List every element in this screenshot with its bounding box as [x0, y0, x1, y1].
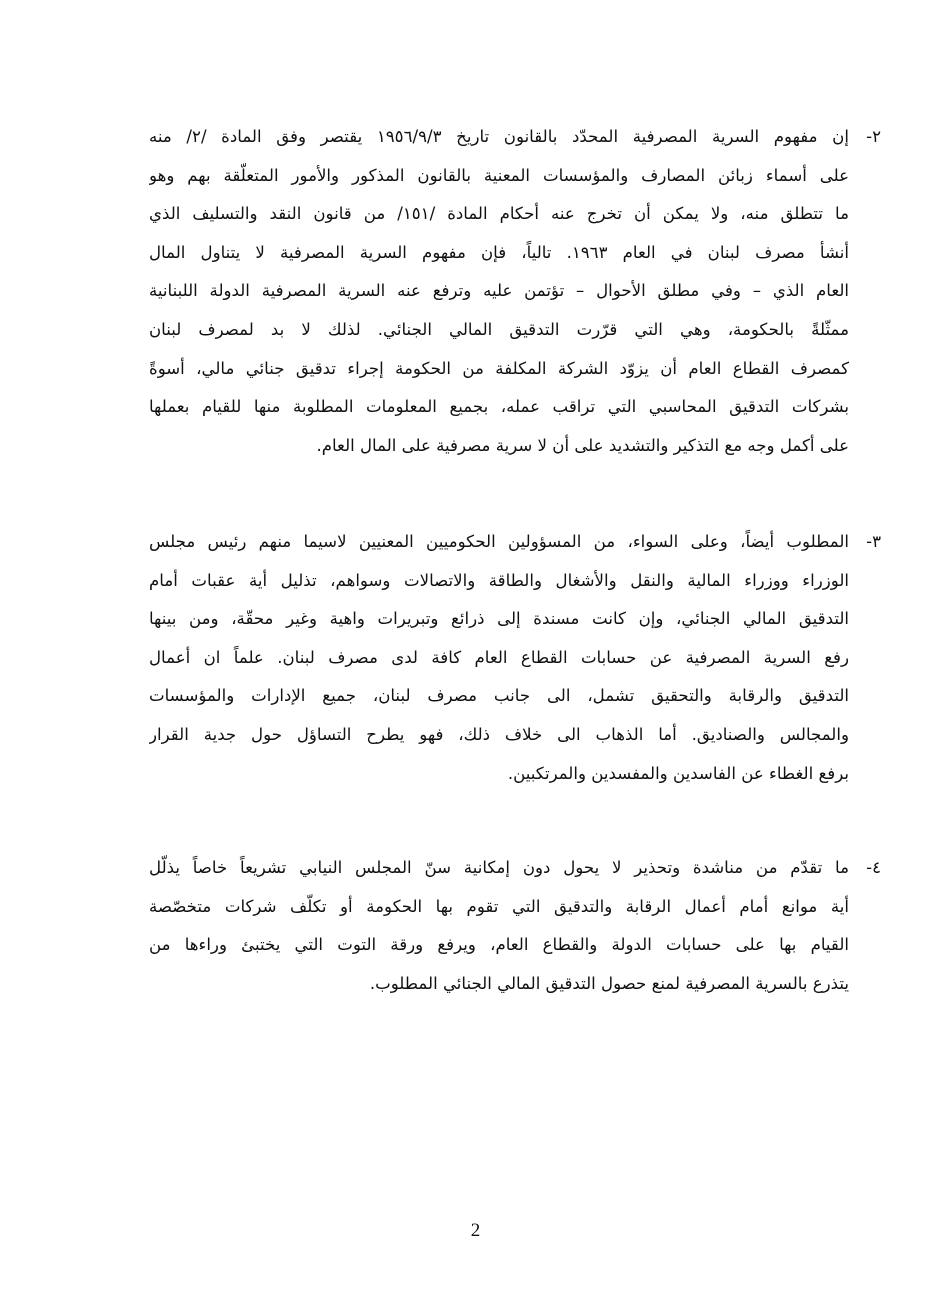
list-item — [149, 523, 881, 793]
list-item — [149, 118, 881, 465]
item-number: ٤- — [866, 858, 881, 877]
text-line: التدقيق المالي الجنائي، وإن كانت مسندة إلى ذرائع وتبريرات واهية وغير محقّة، ومن بينها — [149, 609, 849, 629]
text-line: يتذرع بالسرية المصرفية لمنع حصول التدقيق المالي الجنائي المطلوب. — [369, 973, 849, 993]
text-line: المطلوب أيضاً، وعلى السواء، من المسؤولين الحكوميين المعنيين لاسيما منهم رئيس مجلس — [149, 532, 849, 551]
item-number: ٢- — [866, 127, 881, 146]
item-number: ٣- — [866, 532, 881, 551]
text-line: بشركات التدقيق المحاسبي التي تراقب عمله، بجميع المعلومات المطلوبة منها للقيام بعملها — [149, 397, 849, 417]
text-line: أية موانع أمام أعمال الرقابة والتدقيق التي تقوم بها الحكومة أو تكلّف شركات متخصّصة — [149, 896, 849, 916]
text-line: ممثّلةً بالحكومة، وهي التي قرّرت التدقيق المالي الجنائي. لذلك لا بد لمصرف لبنان — [149, 319, 849, 339]
text-line: برفع الغطاء عن الفاسدين والمفسدين والمرتكبين. — [507, 763, 849, 783]
text-line: ما تقدّم من مناشدة وتحذير لا يحول دون إمكانية سنّ المجلس النيابي تشريعاً خاصاً يذلّل — [149, 858, 849, 877]
list-item — [149, 849, 881, 1003]
text-line: التدقيق والرقابة والتحقيق تشمل، الى جانب مصرف لبنان، جميع الإدارات والمؤسسات — [149, 686, 849, 706]
text-line: العام الذي – وفي مطلق الأحوال – تؤتمن عليه وترفع عنه السرية المصرفية الدولة اللبنانية — [149, 281, 849, 301]
text-line: والمجالس والصناديق. أما الذهاب الى خلاف ذلك، فهو يطرح التساؤل حول جدية القرار — [149, 724, 849, 744]
text-line: كمصرف القطاع العام أن يزوّد الشركة المكلفة من الحكومة إجراء تدقيق جنائي مالي، أسوةً — [149, 358, 849, 378]
text-line: أنشأ مصرف لبنان في العام ١٩٦٣. تالياً، فإن مفهوم السرية المصرفية لا يتناول المال — [149, 242, 849, 262]
text-line: رفع السرية المصرفية عن حسابات القطاع العام كافة لدى مصرف لبنان. علماً ان أعمال — [149, 647, 849, 667]
text-line: على أكمل وجه مع التذكير والتشديد على أن لا سرية مصرفية على المال العام. — [316, 435, 849, 455]
text-line: الوزراء ووزراء المالية والنقل والأشغال والطاقة والاتصالات وسواهم، تذليل أية عقبات أمام — [149, 570, 849, 590]
text-line: على أسماء زبائن المصارف والمؤسسات المعنية بالقانون المذكور والأمور المتعلّقة بهم وهو — [149, 165, 849, 185]
text-line: ما تتطلق منه، ولا يمكن أن تخرج عنه أحكام المادة /١٥١/ من قانون النقد والتسليف الذي — [149, 204, 849, 224]
text-line: القيام بها على حسابات الدولة والقطاع العام، ويرفع ورقة التوت التي يختبئ وراءها من — [149, 935, 849, 955]
page-number: 2 — [470, 1220, 481, 1241]
text-line: إن مفهوم السرية المصرفية المحدّد بالقانون تاريخ ١٩٥٦/٩/٣ يقتصر وفق المادة /٢/ منه — [149, 127, 849, 146]
